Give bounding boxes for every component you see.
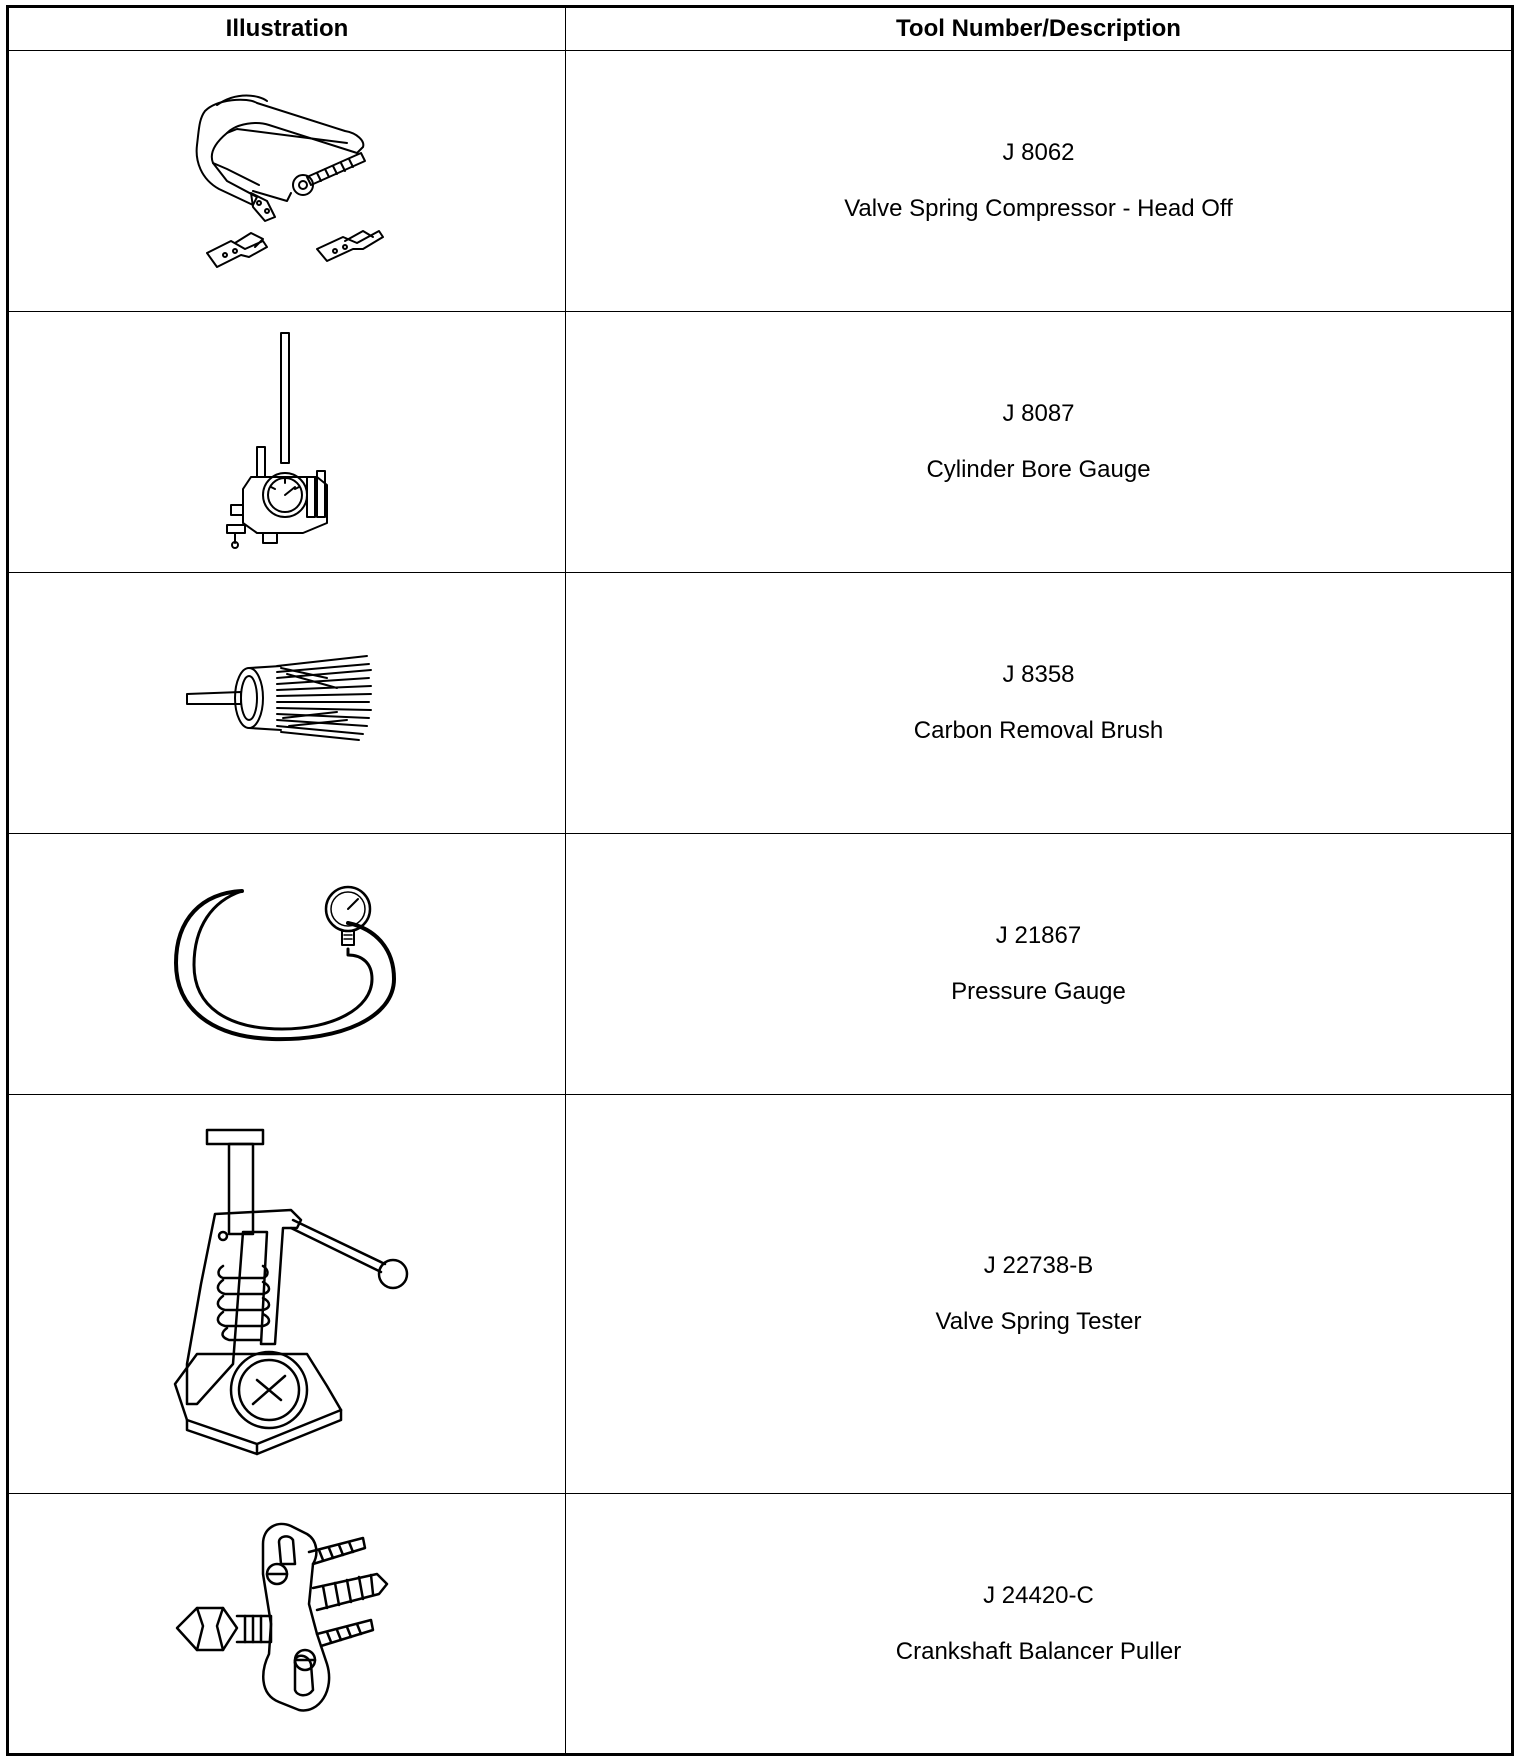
illustration-cell — [8, 1095, 566, 1494]
tool-description: Pressure Gauge — [951, 978, 1126, 1005]
table-row — [8, 1494, 1513, 1755]
carbon-removal-brush-icon — [177, 648, 397, 758]
tool-cell — [566, 1494, 1513, 1755]
tool-number: J 24420-C — [983, 1581, 1094, 1609]
valve-spring-tester-icon — [157, 1124, 417, 1464]
table-row — [8, 573, 1513, 834]
valve-spring-compressor-icon — [167, 81, 407, 281]
tool-description: Carbon Removal Brush — [913, 717, 1164, 744]
cylinder-bore-gauge-icon — [217, 327, 357, 557]
table-row — [8, 834, 1513, 1095]
illustration-cell — [8, 573, 566, 834]
crankshaft-balancer-puller-icon — [167, 1514, 407, 1734]
header-illustration: Illustration — [8, 7, 566, 51]
tool-number: J 22738-B — [983, 1252, 1094, 1279]
table-row — [8, 1095, 1513, 1494]
tool-cell — [566, 834, 1513, 1095]
illustration-cell — [8, 51, 566, 312]
tool-number: J 8062 — [1002, 139, 1075, 166]
header-tool-number-description: Tool Number/Description — [566, 7, 1513, 51]
tool-description: Valve Spring Tester — [935, 1308, 1142, 1335]
tool-description: Crankshaft Balancer Puller — [895, 1637, 1182, 1665]
tool-table — [6, 5, 1514, 1756]
tool-cell — [566, 51, 1513, 312]
tool-description: Cylinder Bore Gauge — [926, 456, 1151, 483]
tool-description: Valve Spring Compressor - Head Off — [844, 195, 1233, 222]
table-row — [8, 51, 1513, 312]
tool-number: J 21867 — [995, 922, 1082, 949]
tool-number: J 8087 — [1002, 400, 1075, 427]
tool-cell — [566, 1095, 1513, 1494]
table-row — [8, 312, 1513, 573]
header-row — [8, 7, 1513, 51]
tool-cell — [566, 312, 1513, 573]
tool-cell — [566, 573, 1513, 834]
illustration-cell — [8, 834, 566, 1095]
illustration-cell — [8, 1494, 566, 1755]
illustration-cell — [8, 312, 566, 573]
tool-number: J 8358 — [1002, 661, 1075, 688]
pressure-gauge-icon — [172, 879, 402, 1049]
